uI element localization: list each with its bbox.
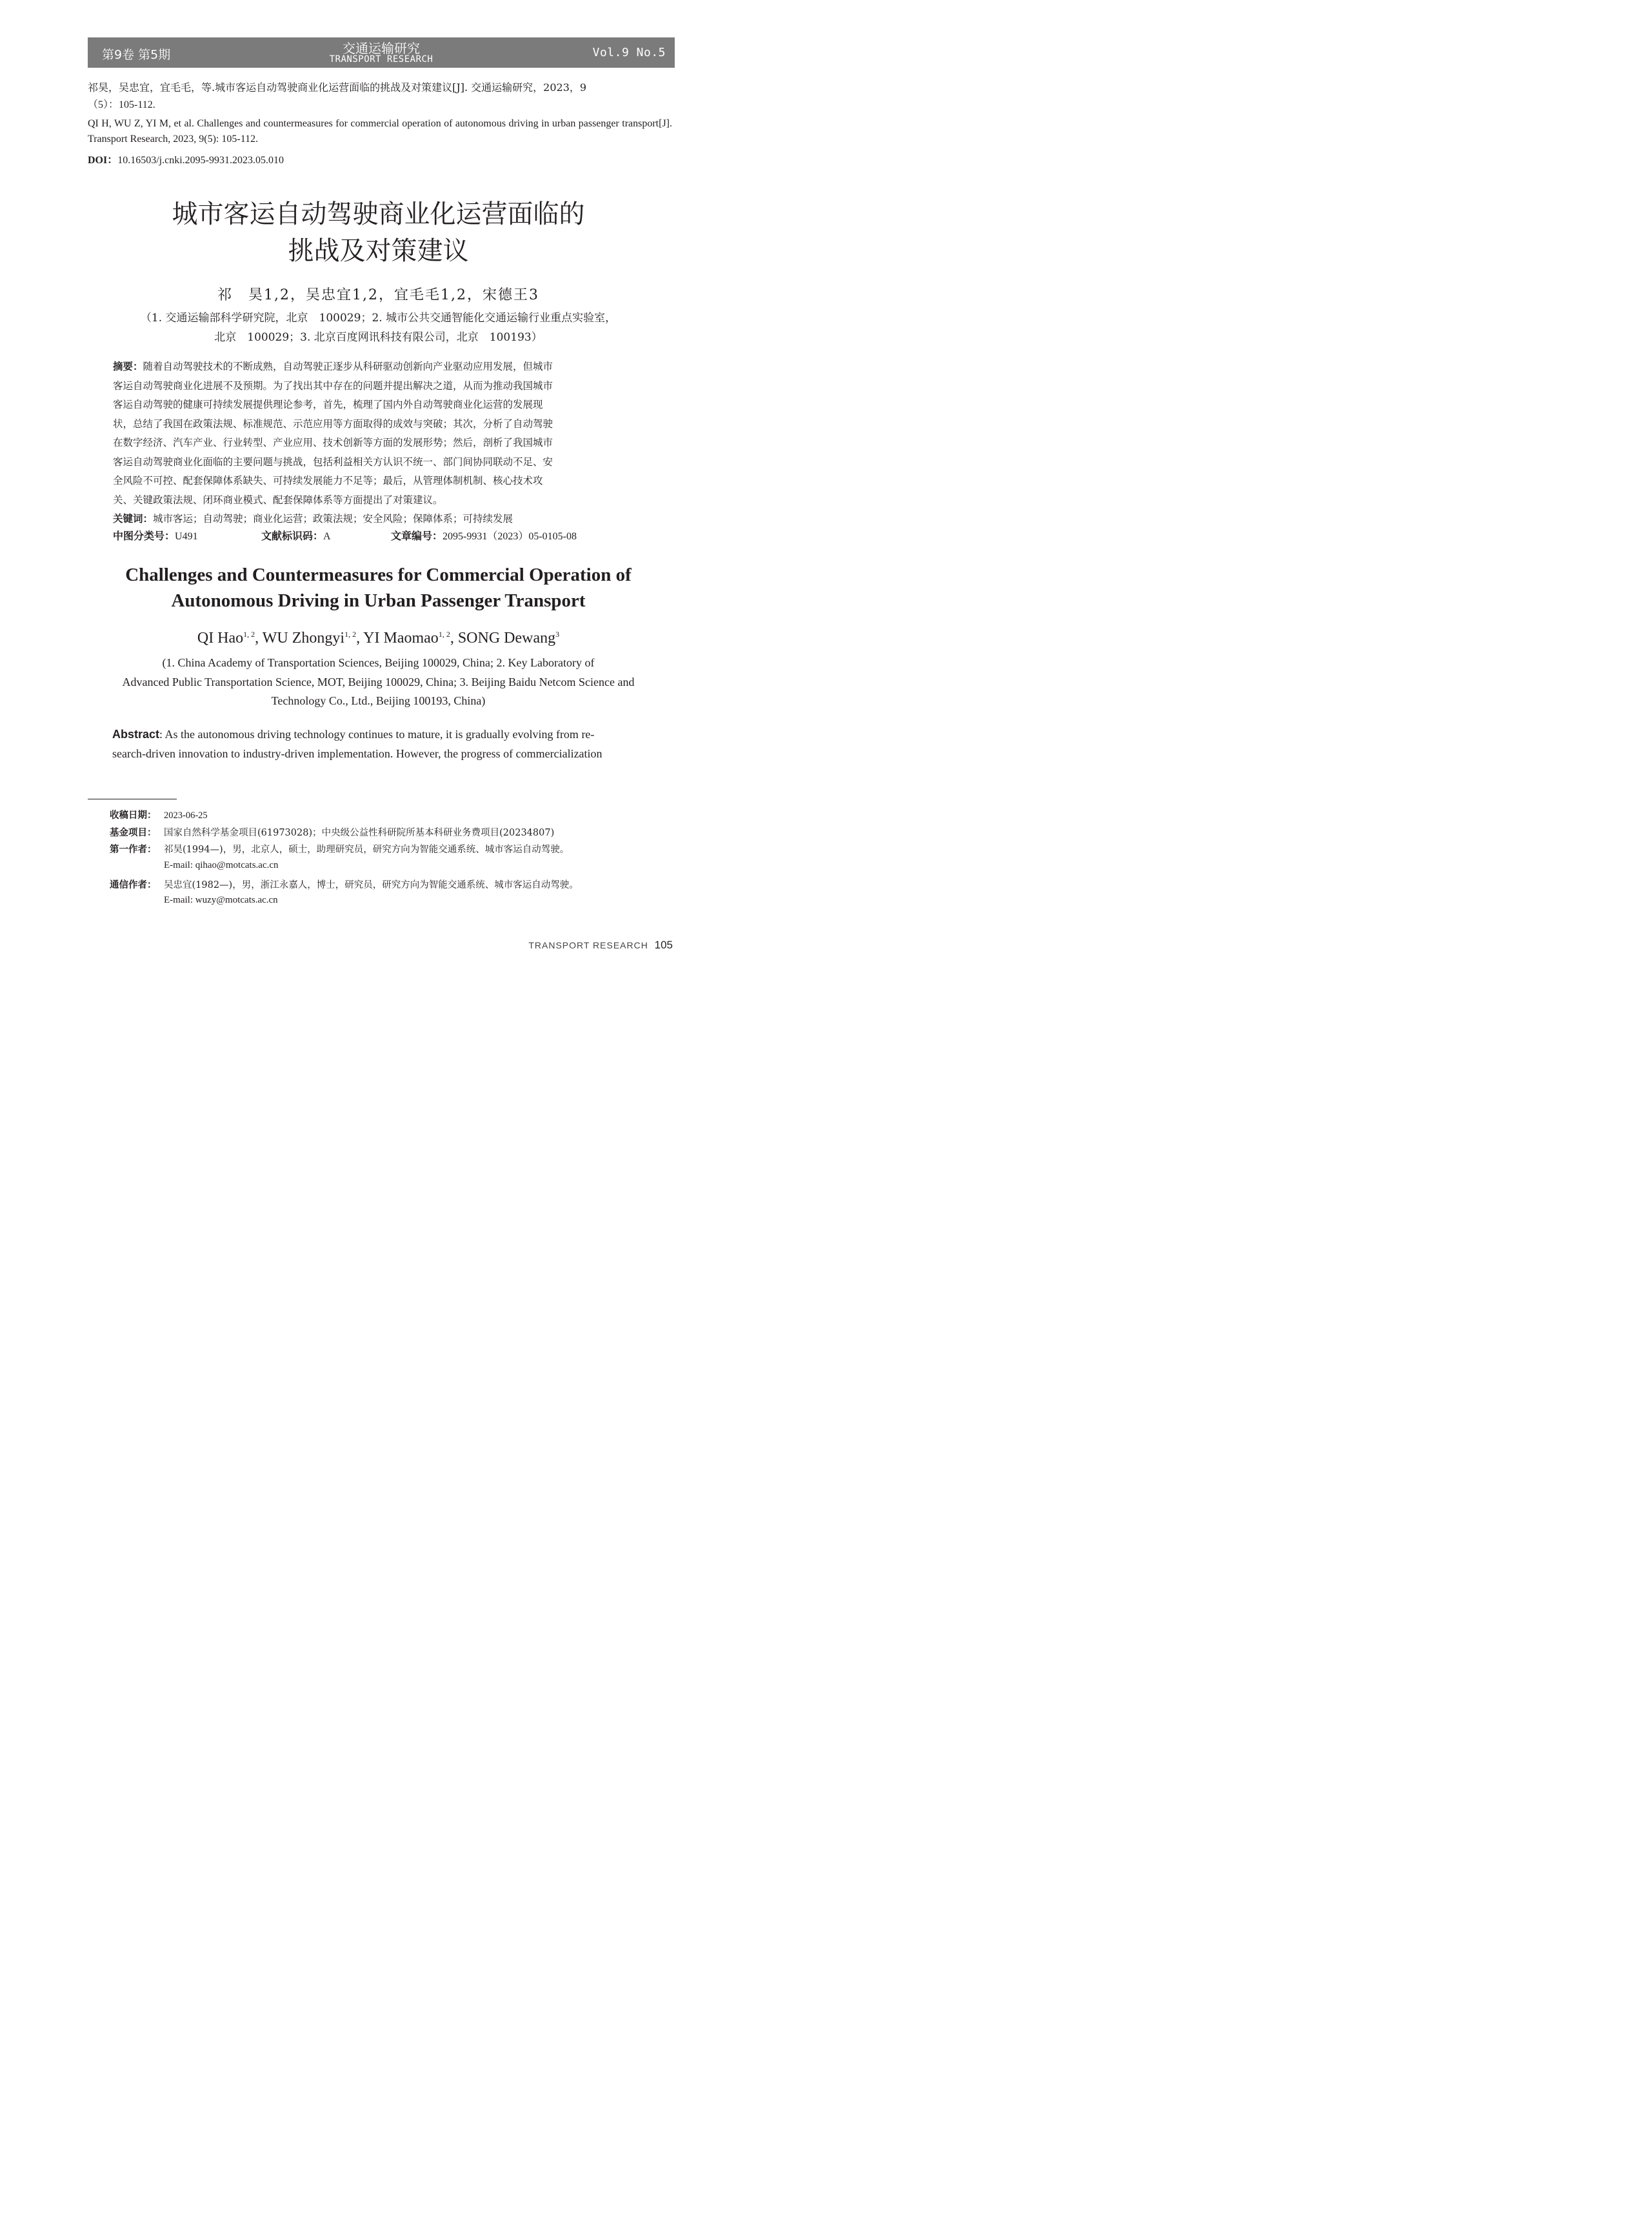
affiliation-zh-line1: （1. 交通运输部科学研究院，北京 100029；2. 城市公共交通智能化交通运输行业重点实验室， [140,312,617,325]
affiliation-zh-line2: 北京 100029；3. 北京百度网讯科技有限公司，北京 100193） [214,331,542,344]
abstract-en-line2: search-driven innovation to industry-driven implementation. However, the progress of commercialization [112,747,602,760]
authors-zh: 祁 昊1,2，吴忠宜1,2，宜毛毛1,2，宋德王3 [217,287,539,303]
abstract-zh-line: 客运自动驾驶商业化面临的主要问题与挑战，包括利益相关方认识不统一、部门间协同联动不足、安 [113,456,553,468]
doi-value: 10.16503/j.cnki.2095-9931.2023.05.010 [117,155,284,166]
keywords-zh [113,510,653,529]
abstract-zh-line: 客运自动驾驶商业化进展不及预期。为了找出其中存在的问题并提出解决之道，从而为推动我国城市 [113,379,553,392]
title-en-line2: Autonomous Driving in Urban Passenger Transport [171,590,586,611]
doi-label: DOI： [88,155,118,166]
running-header [88,37,675,68]
authors-en: QI Hao$^{1, 2}$, WU Zhongyi$^{1, 2}$, YI Maomao$^{1, 2}$, SONG Dewang$^3$ [197,630,560,647]
footnote-corresponding-author: 通信作者： 吴忠宜(1982—)，男，浙江永嘉人，博士，研究员，研究方向为智能交通系统、城市客运自动驾驶。 [110,880,579,890]
abstract-zh-line: 全风险不可控、配套保障体系缺失、可持续发展能力不足等；最后，从管理体制机制、核心技术攻 [113,475,543,486]
abstract-zh-line: 状，总结了我国在政策法规、标准规范、示范应用等方面取得的成效与突破；其次，分析了自动驾驶 [113,417,553,430]
abstract-en [112,725,652,763]
affiliation-en-line1: (1. China Academy of Transportation Sciences, Beijing 100029, China; 2. Key Laboratory of [162,656,595,669]
title-zh-line1: 城市客运自动驾驶商业化运营面临的 [172,199,585,229]
abstract-zh-line: 关、关键政策法规、闭环商业模式、配套保障体系等方面提出了对策建议。 [113,494,443,506]
abstract-zh-line: 在数字经济、汽车产业、行业转型、产业应用、技术创新等方面的发展形势；然后，剖析了我国城市 [113,437,553,448]
author-en: QI Hao [197,630,244,647]
title-en-line1: Challenges and Countermeasures for Commercial Operation of [125,565,632,585]
abstract-en-line1: Abstract: As the autonomous driving technology continues to mature, it is gradually evolving from re- [112,728,595,741]
author-en: SONG Dewang [457,630,556,647]
first-author-email: E-mail: qihao@motcats.ac.cn [164,860,279,870]
abstract-zh-line: 客运自动驾驶的健康可持续发展提供理论参考，首先，梳理了国内外自动驾驶商业化运营的发展现 [113,399,543,410]
page-footer [528,939,673,952]
citation-en: QI H, WU Z, YI M, et al. Challenges and countermeasures for commercial operation of autonomous driving in urban passenger transport[J]. Transport Research, 2023, 9(5): 105-112. [88,118,672,145]
footnote-received: 收稿日期： 2023-06-25 [110,810,208,821]
footnote-fund: 基金项目： 国家自然科学基金项目(61973028)；中央级公益性科研院所基本科研业务费项目(20234807) [110,828,555,838]
title-zh-line2: 挑战及对策建议 [288,236,469,266]
affiliation-en-line2: Advanced Public Transportation Science, MOT, Beijing 100029, China; 3. Beijing Baidu Netcom Science and [122,676,635,688]
doi [88,152,284,166]
keywords-zh-label: 关键词： [113,513,154,525]
keywords-zh-text: 城市客运；自动驾驶；商业化运营；政策法规；安全风险；保障体系；可持续发展 [153,513,513,525]
affiliation-en-line3: Technology Co., Ltd., Beijing 100193, China) [271,694,486,707]
page-number: 105 [654,939,673,951]
article-number: 文章编号：2095-9931（2023）05-0105-08 [391,530,577,542]
issue-zh: 第9卷 第5期 [102,48,171,62]
author-en: YI Maomao [363,630,439,647]
abstract-zh [113,357,653,529]
journal-name-en: TRANSPORT RESEARCH [329,54,433,65]
issue-en: Vol.9 No.5 [592,46,666,59]
author-en: WU Zhongyi [262,630,345,647]
corresponding-author-email: E-mail: wuzy@motcats.ac.cn [164,895,278,905]
abstract-zh-line: 摘要：随着自动驾驶技术的不断成熟，自动驾驶正逐步从科研驱动创新向产业驱动应用发展，但城市 [113,361,553,372]
journal-name-zh: 交通运输研究 [343,41,420,56]
clc-code: 中图分类号：U491 [113,530,198,542]
citation-zh-line2: （5）：105-112. [88,99,155,110]
footer-journal: TRANSPORT RESEARCH [528,940,648,950]
footnote-first-author: 第一作者： 祁昊(1994—)，男，北京人，硕士，助理研究员，研究方向为智能交通系统、城市客运自动驾驶。 [110,845,570,855]
abstract-en-label: Abstract [112,728,160,741]
abstract-zh-label: 摘要： [113,361,143,372]
document-code: 文献标识码：A [261,530,331,542]
citation-zh-line1: 祁昊，吴忠宜，宜毛毛，等.城市客运自动驾驶商业化运营面临的挑战及对策建议[J]. 交通运输研究，2023，9 [88,81,587,94]
